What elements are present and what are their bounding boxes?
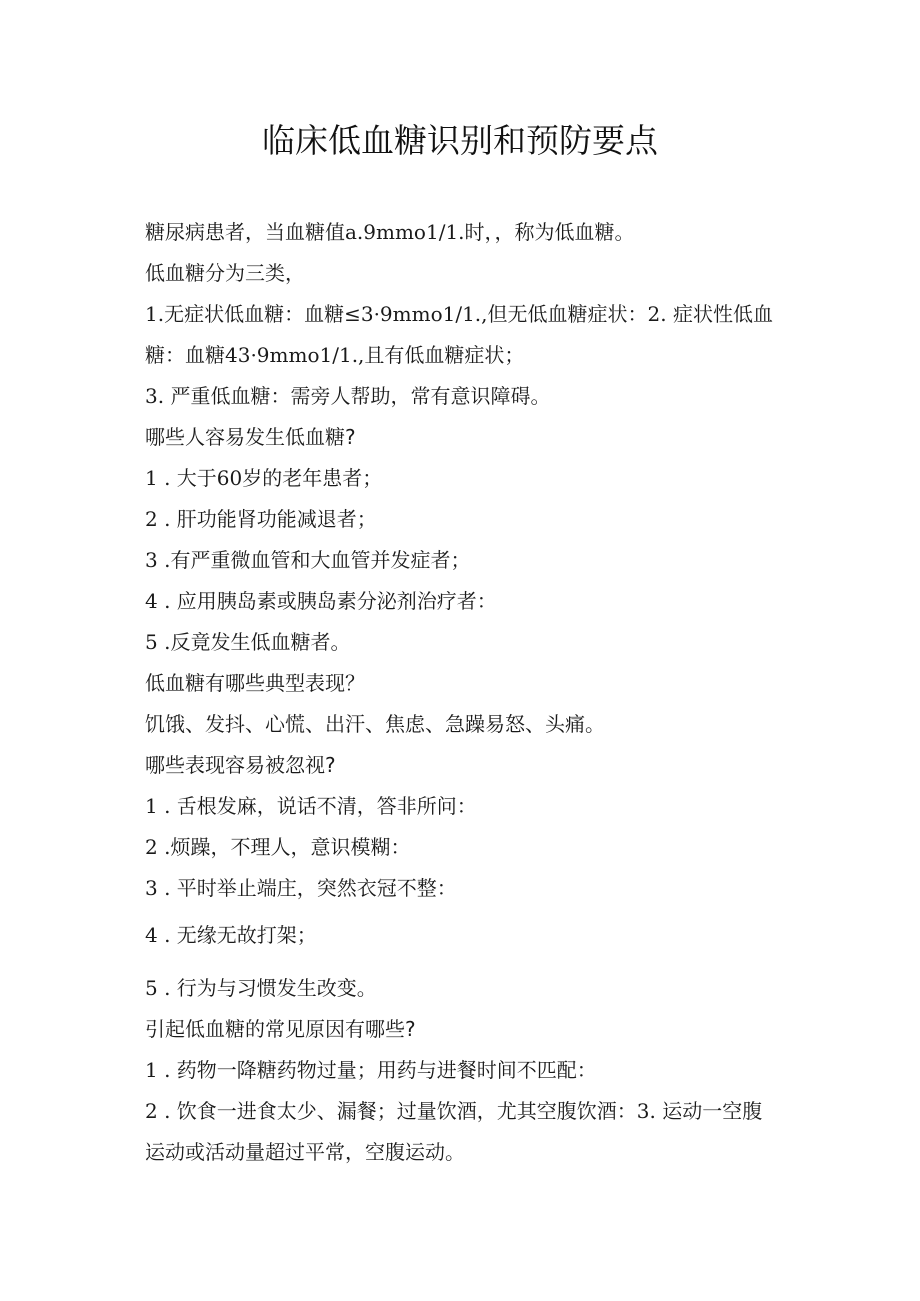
types-line-3: 3. 严重低血糖：需旁人帮助，常有意识障碍。 [145,384,551,408]
list-item: 3 .有严重微血管和大血管并发症者； [145,548,471,572]
section-heading-types: 低血糖分为三类， [145,261,305,285]
section-heading-overlooked: 哪些表现容易被忽视? [145,753,336,777]
list-item: 2 . 饮食一进食太少、漏餐；过量饮酒，尤其空腹饮酒：3. 运动一空腹 [145,1099,763,1123]
section-heading-causes: 引起低血糖的常见原因有哪些? [145,1017,416,1041]
list-item: 4 . 无缘无故打架； [145,923,317,947]
list-item: 2 .烦躁，不理人，意识模糊： [145,835,411,859]
list-item: 5 .反竟发生低血糖者。 [145,630,351,654]
list-item: 1 . 药物一降糖药物过量；用药与进餐时间不匹配： [145,1058,597,1082]
types-line-2: 糖：血糖43·9mmo1∕1.,且有低血糖症状； [145,343,525,367]
list-item: 5 . 行为与习惯发生改变。 [145,976,377,1000]
list-item: 1 . 大于60岁的老年患者； [145,466,383,490]
page-title: 临床低血糖识别和预防要点 [262,121,658,160]
section-heading-symptoms: 低血糖有哪些典型表现？ [145,671,365,695]
list-item: 1 . 舌根发麻，说话不清，答非所问： [145,794,477,818]
list-item: 2 . 肝功能肾功能减退者； [145,507,377,531]
types-line-1: 1.无症状低血糖：血糖≤3·9mmo1∕1.,但无低血糖症状：2. 症状性低血 [145,302,773,326]
list-item: 3 . 平时举止端庄，突然衣冠不整： [145,876,457,900]
list-item: 4 . 应用胰岛素或胰岛素分泌剂治疗者： [145,589,497,613]
section-heading-risk-groups: 哪些人容易发生低血糖? [145,425,356,449]
symptoms-line: 饥饿、发抖、心慌、出汗、焦虑、急躁易怒、头痛。 [145,712,605,736]
definition-line: 糖尿病患者，当血糖值a.9mmo1∕1.时，，称为低血糖。 [145,220,635,244]
list-item-continuation: 运动或活动量超过平常，空腹运动。 [145,1140,465,1164]
